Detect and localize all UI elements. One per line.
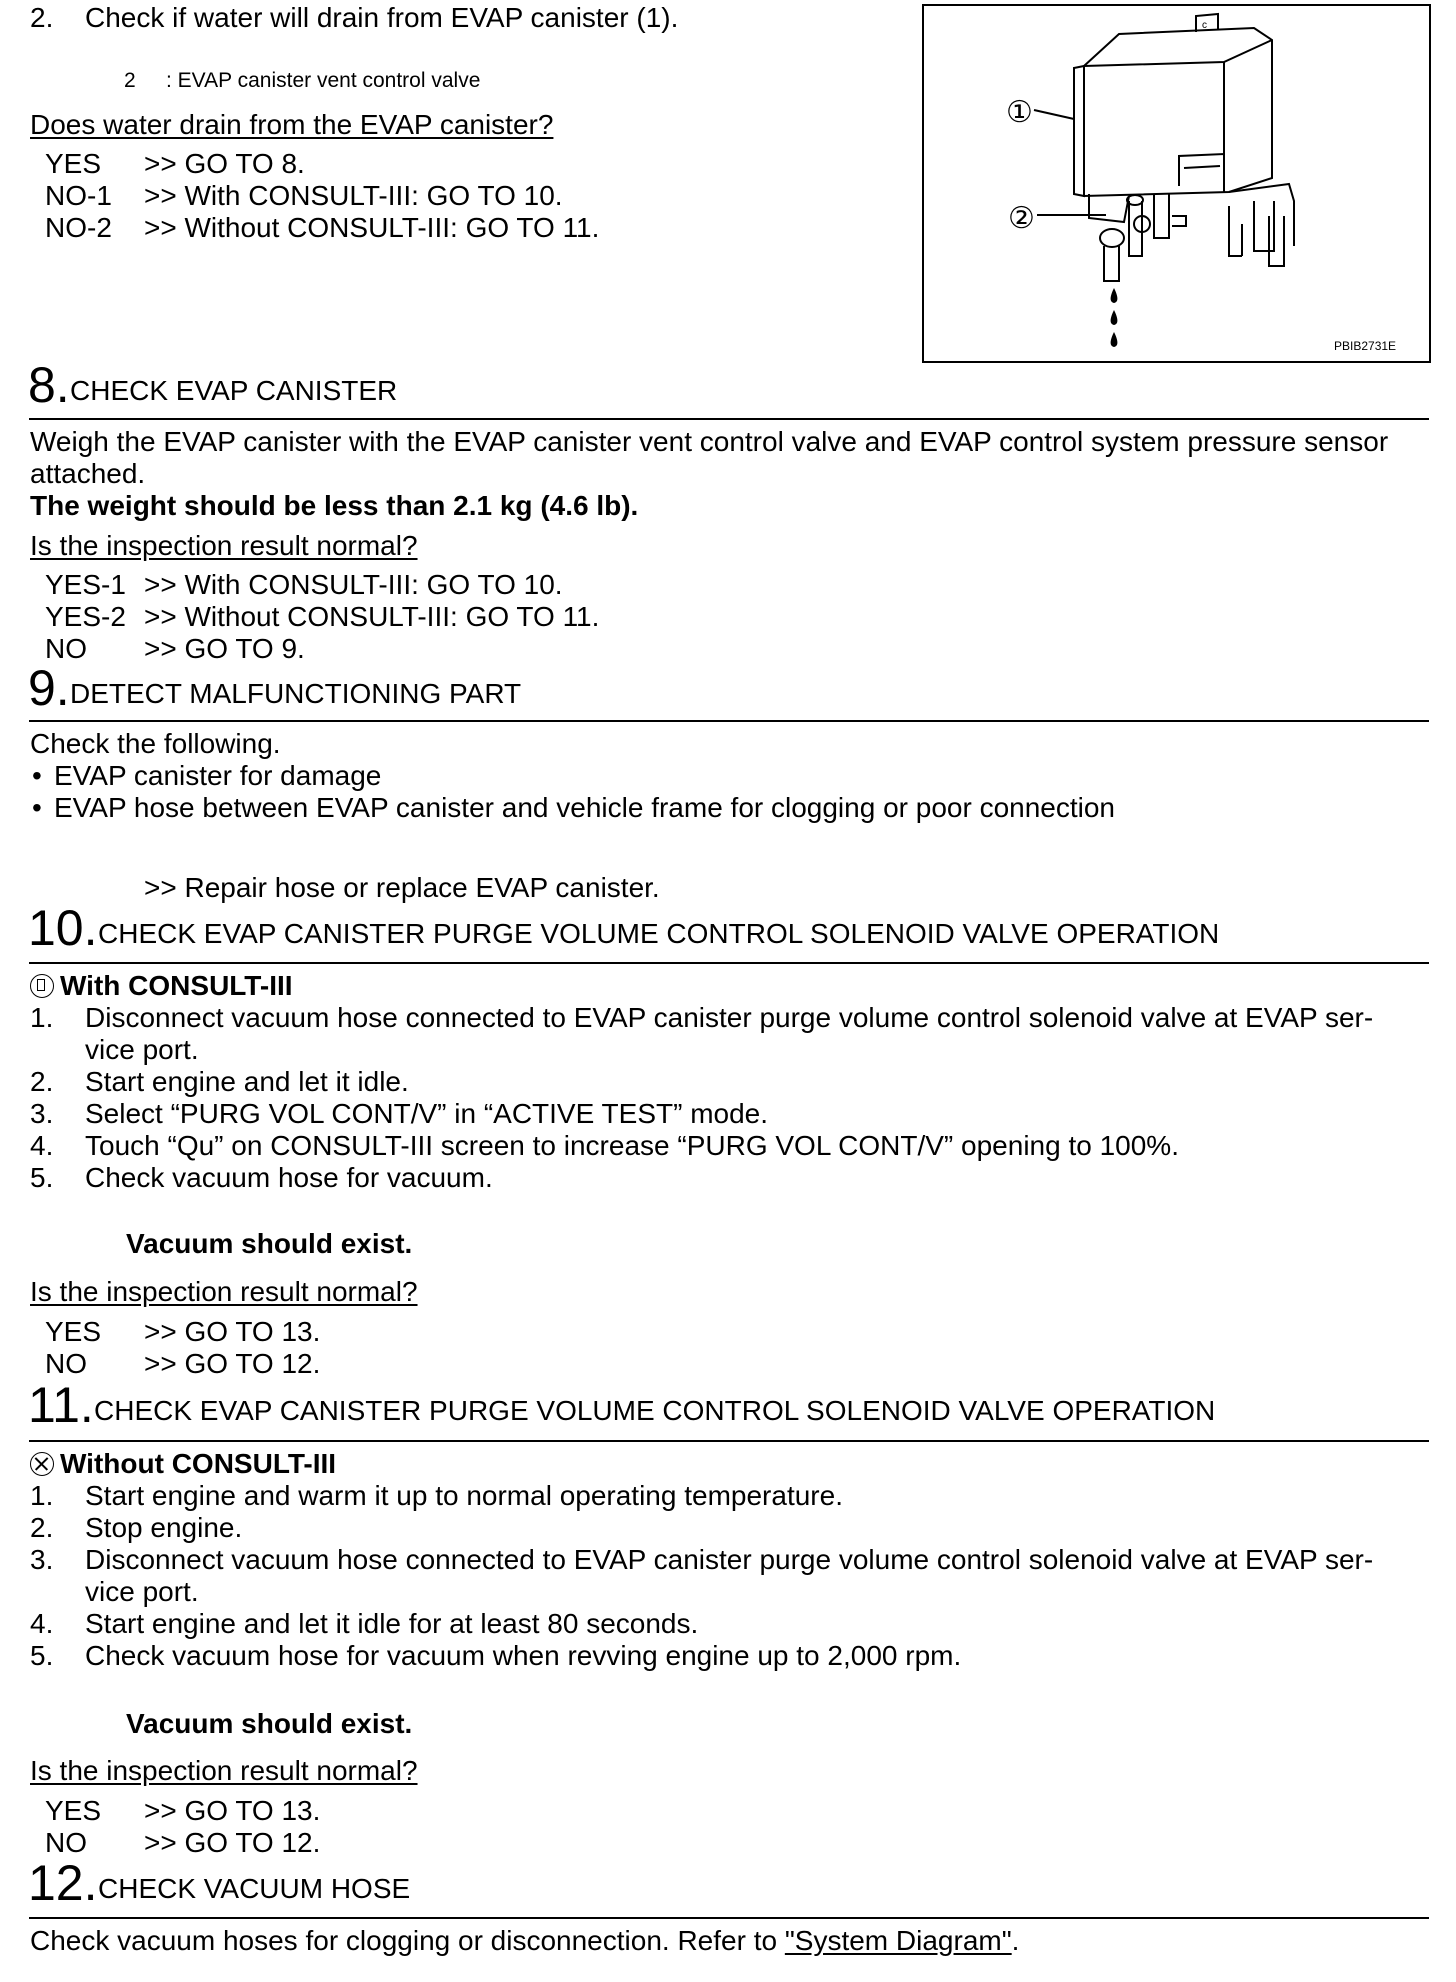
section-divider [29,720,1429,722]
figure-code: PBIB2731E [1334,339,1397,353]
step-number: 4. [30,1608,54,1639]
section-11-spec: Vacuum should exist. [126,1708,413,1739]
system-diagram-link[interactable]: "System Diagram" [784,1925,1012,1956]
answer-action: >> With CONSULT-III: GO TO 10. [144,569,563,600]
callout-2: ② [1008,201,1035,236]
answer-label: YES [45,148,102,179]
legend-text: : EVAP canister vent control valve [166,69,481,92]
answer-label: YES-1 [45,569,126,600]
answer-label: NO-1 [45,180,112,211]
step-text: Disconnect vacuum hose connected to EVAP canister purge volume control solenoid valve at EVAP ser- [85,1002,1374,1033]
answer-label: NO [45,1827,87,1858]
step-number: 2. [30,1066,54,1097]
section-9-action: >> Repair hose or replace EVAP canister. [144,872,660,903]
section-divider [29,962,1429,964]
legend-number: 2 [124,69,136,92]
section-12-number: 12. [28,1855,98,1911]
answer-action: >> GO TO 8. [144,148,305,179]
section-10-spec: Vacuum should exist. [126,1228,413,1259]
question-normal: Is the inspection result normal? [30,1276,418,1307]
section-12-title: CHECK VACUUM HOSE [98,1873,411,1904]
consult-icon [30,974,54,998]
step-text: Select “PURG VOL CONT/V” in “ACTIVE TEST” mode. [85,1098,769,1129]
section-8-para: attached. [30,458,146,489]
step-2-text: Check if water will drain from EVAP canister (1). [85,2,679,33]
step-text: Start engine and let it idle. [85,1066,409,1097]
step-text: vice port. [85,1034,199,1065]
section-divider [29,418,1429,420]
answer-action: >> GO TO 9. [144,633,305,664]
question-normal: Is the inspection result normal? [30,1755,418,1786]
no-consult-icon [30,1452,54,1476]
callout-1: ① [1006,95,1033,130]
bullet-item: EVAP hose between EVAP canister and vehicle frame for clogging or poor connection [54,792,1116,823]
question-drain: Does water drain from the EVAP canister? [30,109,554,140]
mode-label: Without CONSULT-III [60,1448,337,1479]
answer-label: NO [45,1348,87,1379]
step-number: 5. [30,1162,54,1193]
mode-with-consult [30,972,293,1000]
section-8-number: 8. [28,357,70,413]
answer-label: YES [45,1316,102,1347]
answer-action: >> With CONSULT-III: GO TO 10. [144,180,563,211]
bullet-dot: • [32,760,42,791]
step-text: Stop engine. [85,1512,243,1543]
section-11-title: CHECK EVAP CANISTER PURGE VOLUME CONTROL SOLENOID VALVE OPERATION [94,1395,1216,1426]
section-8-spec: The weight should be less than 2.1 kg (4.6 lb). [30,490,639,521]
step-text: Start engine and warm it up to normal operating temperature. [85,1480,843,1511]
section-12-text-before: Check vacuum hoses for clogging or disconnection. Refer to [30,1925,785,1956]
evap-canister-illustration [924,6,1428,360]
section-11-number: 11. [28,1377,94,1433]
evap-canister-figure [922,4,1431,363]
step-text: vice port. [85,1576,199,1607]
answer-label: NO-2 [45,212,112,243]
section-divider [29,1440,1429,1442]
section-divider [29,1917,1429,1919]
section-10-title: CHECK EVAP CANISTER PURGE VOLUME CONTROL SOLENOID VALVE OPERATION [98,918,1220,949]
step-number: 1. [30,1480,54,1511]
step-text: Touch “Qu” on CONSULT-III screen to increase “PURG VOL CONT/V” opening to 100%. [85,1130,1179,1161]
step-number: 4. [30,1130,54,1161]
answer-action: >> GO TO 13. [144,1316,321,1347]
answer-action: >> Without CONSULT-III: GO TO 11. [144,212,600,243]
step-number: 5. [30,1640,54,1671]
section-9-title: DETECT MALFUNCTIONING PART [70,678,522,709]
mode-without-consult [30,1450,336,1478]
step-2-number: 2. [30,2,54,33]
step-number: 3. [30,1098,54,1129]
bullet-dot: • [32,792,42,823]
step-text: Check vacuum hose for vacuum. [85,1162,493,1193]
section-10-number: 10. [28,900,98,956]
mode-label: With CONSULT-III [60,970,293,1001]
section-9-intro: Check the following. [30,728,281,759]
section-12-text [30,1927,1019,1955]
step-text: Disconnect vacuum hose connected to EVAP canister purge volume control solenoid valve at EVAP ser- [85,1544,1374,1575]
answer-action: >> GO TO 13. [144,1795,321,1826]
answer-action: >> GO TO 12. [144,1827,321,1858]
step-text: Start engine and let it idle for at least 80 seconds. [85,1608,699,1639]
step-number: 2. [30,1512,54,1543]
answer-action: >> GO TO 12. [144,1348,321,1379]
section-12-text-after: . [1011,1925,1020,1956]
answer-action: >> Without CONSULT-III: GO TO 11. [144,601,600,632]
svg-text:c: c [1202,20,1207,31]
answer-label: NO [45,633,87,664]
step-number: 1. [30,1002,54,1033]
question-normal: Is the inspection result normal? [30,530,418,561]
step-number: 3. [30,1544,54,1575]
bullet-item: EVAP canister for damage [54,760,382,791]
section-8-para: Weigh the EVAP canister with the EVAP canister vent control valve and EVAP control system pressure sensor [30,426,1389,457]
answer-label: YES [45,1795,102,1826]
step-text: Check vacuum hose for vacuum when revving engine up to 2,000 rpm. [85,1640,962,1671]
answer-label: YES-2 [45,601,126,632]
section-8-title: CHECK EVAP CANISTER [70,375,398,406]
section-9-number: 9. [28,660,70,716]
